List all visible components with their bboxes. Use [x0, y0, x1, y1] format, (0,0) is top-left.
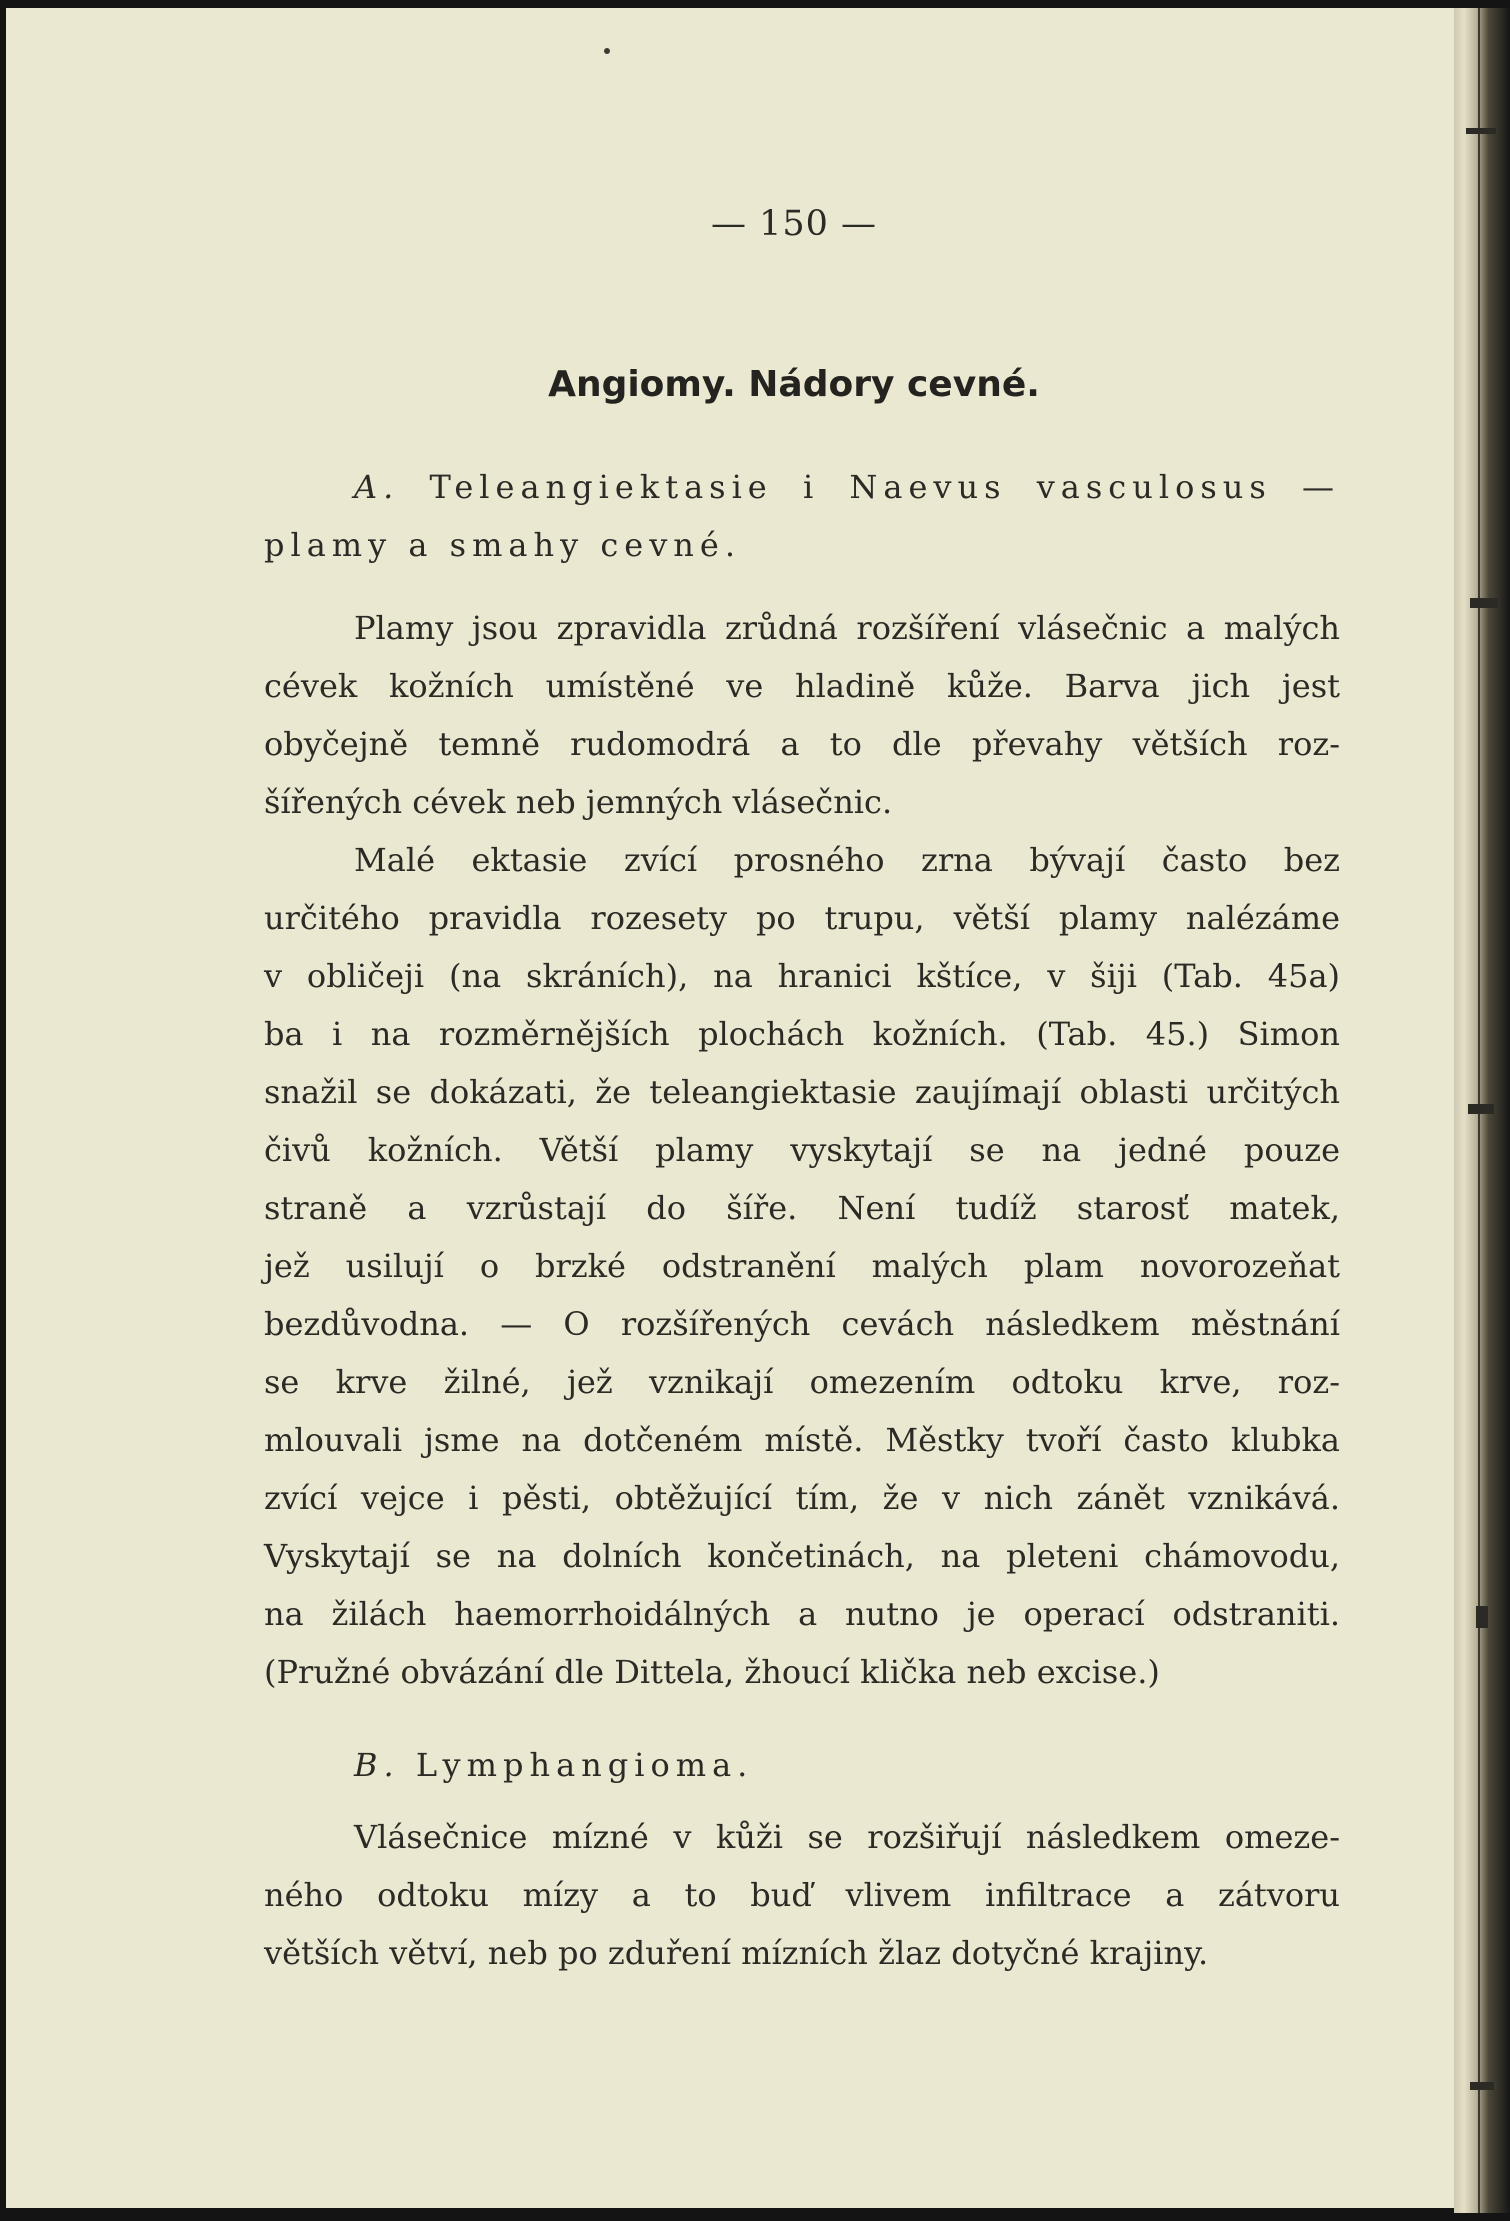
paragraph-line: ného odtoku mízy a to buď vlivem infiltrace a zátvoru [264, 1876, 1340, 1914]
paragraph-line: čivů kožních. Větší plamy vyskytají se na jedné pouze [264, 1131, 1340, 1169]
section-a-heading-line: plamy a smahy cevné. [264, 526, 741, 564]
paragraph-line: se krve žilné, jež vznikají omezením odtoku krve, roz- [264, 1363, 1340, 1401]
paragraph-line: mlouvali jsme na dotčeném místě. Městky tvoří často klubka [264, 1421, 1340, 1459]
paragraph-line: Plamy jsou zpravidla zrůdná rozšíření vlásečnic a malých [354, 609, 1340, 647]
ink-dot [604, 48, 610, 54]
paragraph-line: na žilách haemorrhoidálných a nutno je operací odstraniti. [264, 1595, 1340, 1633]
paragraph-line: bezdůvodna. — O rozšířených cevách následkem městnání [264, 1305, 1340, 1343]
spine-speck [1468, 1104, 1494, 1114]
paragraph-line: obyčejně temně rudomodrá a to dle převahy větších roz- [264, 725, 1340, 763]
section-a-label: A. [354, 468, 400, 506]
section-a-heading [264, 458, 1340, 516]
chapter-title: Angiomy. Nádory cevné. [548, 364, 1040, 405]
book-page [6, 8, 1464, 2208]
spine-speck [1470, 598, 1498, 608]
paragraph-line: snažil se dokázati, že teleangiektasie zaujímají oblasti určitých [264, 1073, 1340, 1111]
paragraph-line: šířených cévek neb jemných vlásečnic. [264, 783, 893, 821]
section-b-label: B. [354, 1746, 400, 1784]
section-b-heading [264, 1736, 1340, 1794]
paragraph-line: (Pružné obvázání dle Dittela, žhoucí klička neb excise.) [264, 1653, 1160, 1691]
section-b-heading-text: Lymphangioma. [415, 1746, 754, 1784]
paragraph-line: straně a vzrůstají do šíře. Není tudíž starosť matek, [264, 1189, 1340, 1227]
paragraph-line: Vyskytají se na dolních končetinách, na pleteni chámovodu, [264, 1537, 1340, 1575]
spine-speck [1476, 1606, 1488, 1628]
paragraph-line: Malé ektasie zvící prosného zrna bývají často bez [354, 841, 1340, 879]
paragraph-line: ba i na rozměrnějších plochách kožních. (Tab. 45.) Simon [264, 1015, 1340, 1053]
paragraph-line: větších větví, neb po zduření mízních žlaz dotyčné krajiny. [264, 1934, 1209, 1972]
paragraph-line: v obličeji (na skráních), na hranici kštíce, v šiji (Tab. 45a) [264, 957, 1340, 995]
paragraph-line: Vlásečnice mízné v kůži se rozšiřují následkem omeze- [354, 1818, 1340, 1856]
paragraph-line: určitého pravidla rozesety po trupu, větší plamy nalézáme [264, 899, 1340, 937]
paragraph-line: zvící vejce i pěsti, obtěžující tím, že v nich zánět vznikává. [264, 1479, 1340, 1517]
page-number: — 150 — [710, 204, 878, 244]
section-a-heading-line: Teleangiektasie i Naevus vasculosus — [429, 468, 1341, 506]
spine-speck [1470, 2082, 1494, 2090]
paragraph-line: jež usilují o brzké odstranění malých plam novorozeňat [264, 1247, 1340, 1285]
spine-speck [1466, 128, 1496, 134]
paragraph-line: cévek kožních umístěné ve hladině kůže. Barva jich jest [264, 667, 1340, 705]
